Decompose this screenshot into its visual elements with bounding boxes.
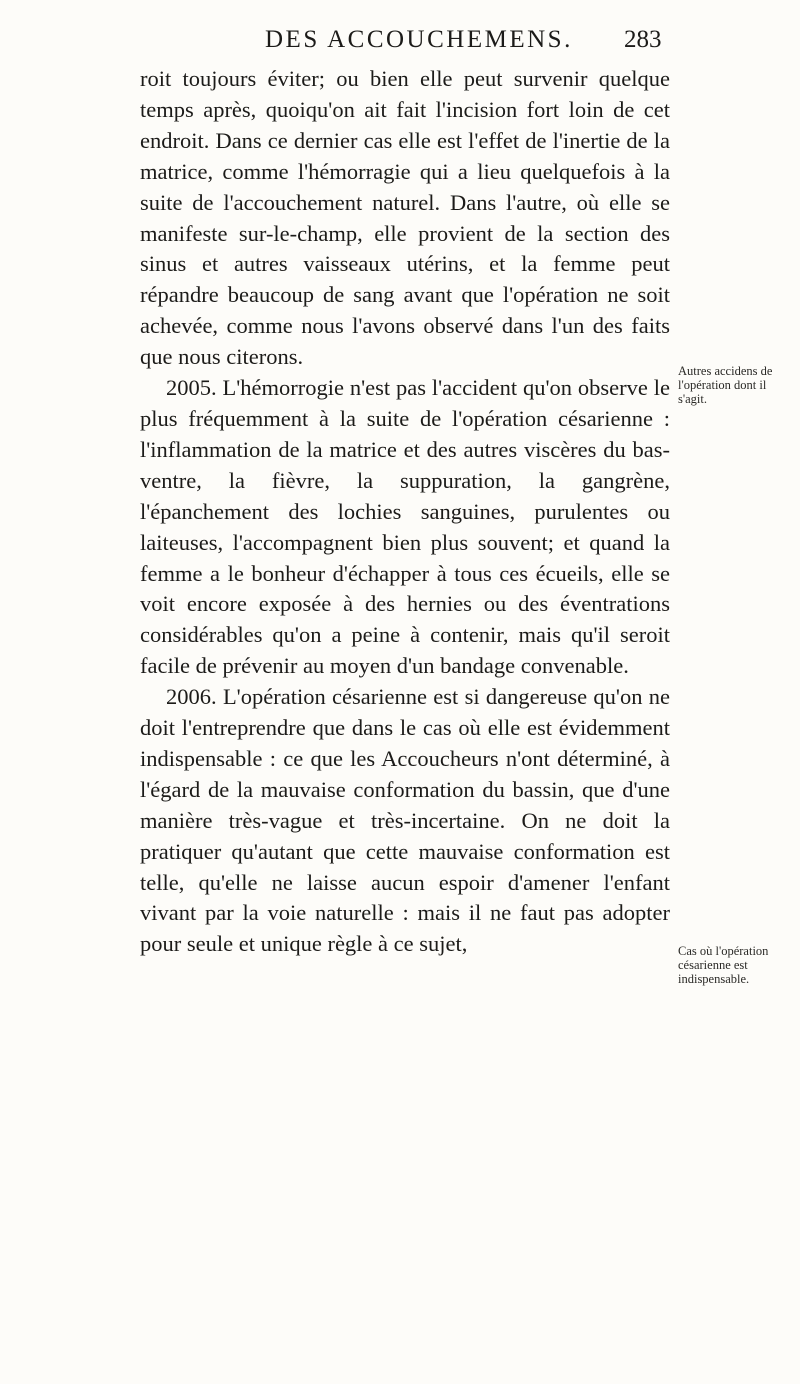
margin-note-indispensable: Cas où l'opération césarienne est indispensable. (678, 944, 769, 986)
paragraph-continued: roit toujours éviter; ou bien elle peut survenir quelque temps après, quoiqu'on ait fait l'incision fort loin de cet endroit. Dans ce dernier cas elle est l'effet de l'inertie de la matrice, comme l'hémorragie qui a lieu quelquefois à la suite de l'accouchement naturel. Dans l'autre, où elle se manifeste sur-le-champ, elle provient de la section des sinus et autres vaisseaux utérins, et la femme peut répandre beaucoup de sang avant que l'opération ne soit achevée, comme nous l'avons observé dans l'un des faits que nous citerons. (140, 66, 670, 370)
running-head: DES ACCOUCHEMENS. (265, 26, 573, 53)
paragraph-2006: 2006. L'opération césarienne est si dangereuse qu'on ne doit l'entreprendre que dans le cas où elle est évidemment indispensable : ce que les Accoucheurs n'ont déterminé, à l'égard de la mauvaise conformation du bassin, que d'une manière très-vague et très-incertaine. On ne doit la pratiquer qu'autant que cette mauvaise conformation est telle, qu'elle ne laisse aucun espoir d'amener l'enfant vivant par la voie naturelle : mais il ne faut pas adopter pour seule et unique règle à ce sujet, (140, 684, 670, 957)
paragraph-2005: 2005. L'hémorrogie n'est pas l'accident qu'on observe le plus fréquemment à la suite de l'opération césarienne : l'inflammation de la matrice et des autres viscères du bas-ventre, la fièvre, la suppuration, la gangrène, l'épanchement des lochies sanguines, purulentes ou laiteuses, l'accompagnent bien plus souvent; et quand la femme a le bonheur d'échapper à tous ces écueils, elle se voit encore exposée à des hernies ou des éventrations considérables qu'on a peine à contenir, mais qu'il seroit facile de prévenir au moyen d'un bandage convenable. (140, 375, 670, 679)
margin-note-accidents: Autres accidens de l'opération dont il s'agit. (678, 364, 773, 406)
body-text (140, 64, 670, 960)
page-number: 283 (624, 26, 662, 53)
